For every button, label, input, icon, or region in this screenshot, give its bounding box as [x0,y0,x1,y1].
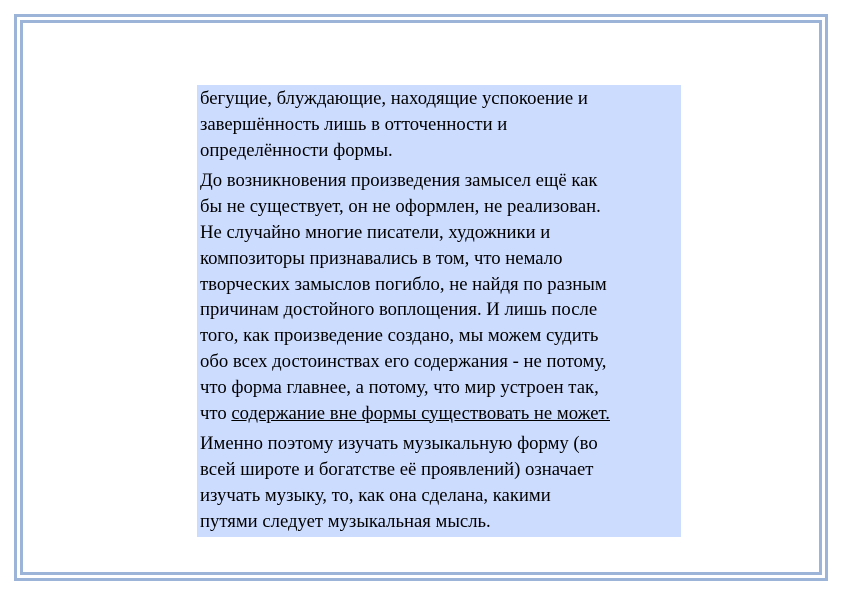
text-line-prefix: что [200,402,232,424]
text-line: завершённость лишь в отточенности и [200,113,508,135]
text-line: Именно поэтому изучать музыкальную форму (во [200,433,598,455]
paragraph-3 [200,431,679,534]
text-line: что форма главнее, а потому, что мир устроен так, [200,376,599,398]
text-line: путями следует музыкальная мысль. [200,510,491,532]
text-line: всей широте и богатстве её проявлений) означает [200,459,594,481]
underlined-phrase: содержание вне формы существовать не может. [231,402,610,424]
paragraph-2 [200,168,679,426]
text-line: бегущие, блуждающие, находящие успокоение и [200,88,588,109]
text-line: обо всех достоинствах его содержания - не потому, [200,350,607,372]
text-line: определённости формы. [200,139,393,161]
text-line: творческих замыслов погибло, не найдя по разным [200,273,607,295]
text-line: До возникновения произведения замысел ещё как [200,170,598,192]
text-line: бы не существует, он не оформлен, не реализован. [200,196,601,218]
slide-text-block [197,85,681,537]
text-line: причинам достойного воплощения. И лишь после [200,299,598,321]
text-line: композиторы признавались в том, что немало [200,247,563,269]
text-line: того, как произведение создано, мы можем судить [200,325,599,347]
text-line: Не случайно многие писатели, художники и [200,221,551,243]
paragraph-1 [200,86,679,163]
text-line: изучать музыку, то, как она сделана, какими [200,484,551,506]
